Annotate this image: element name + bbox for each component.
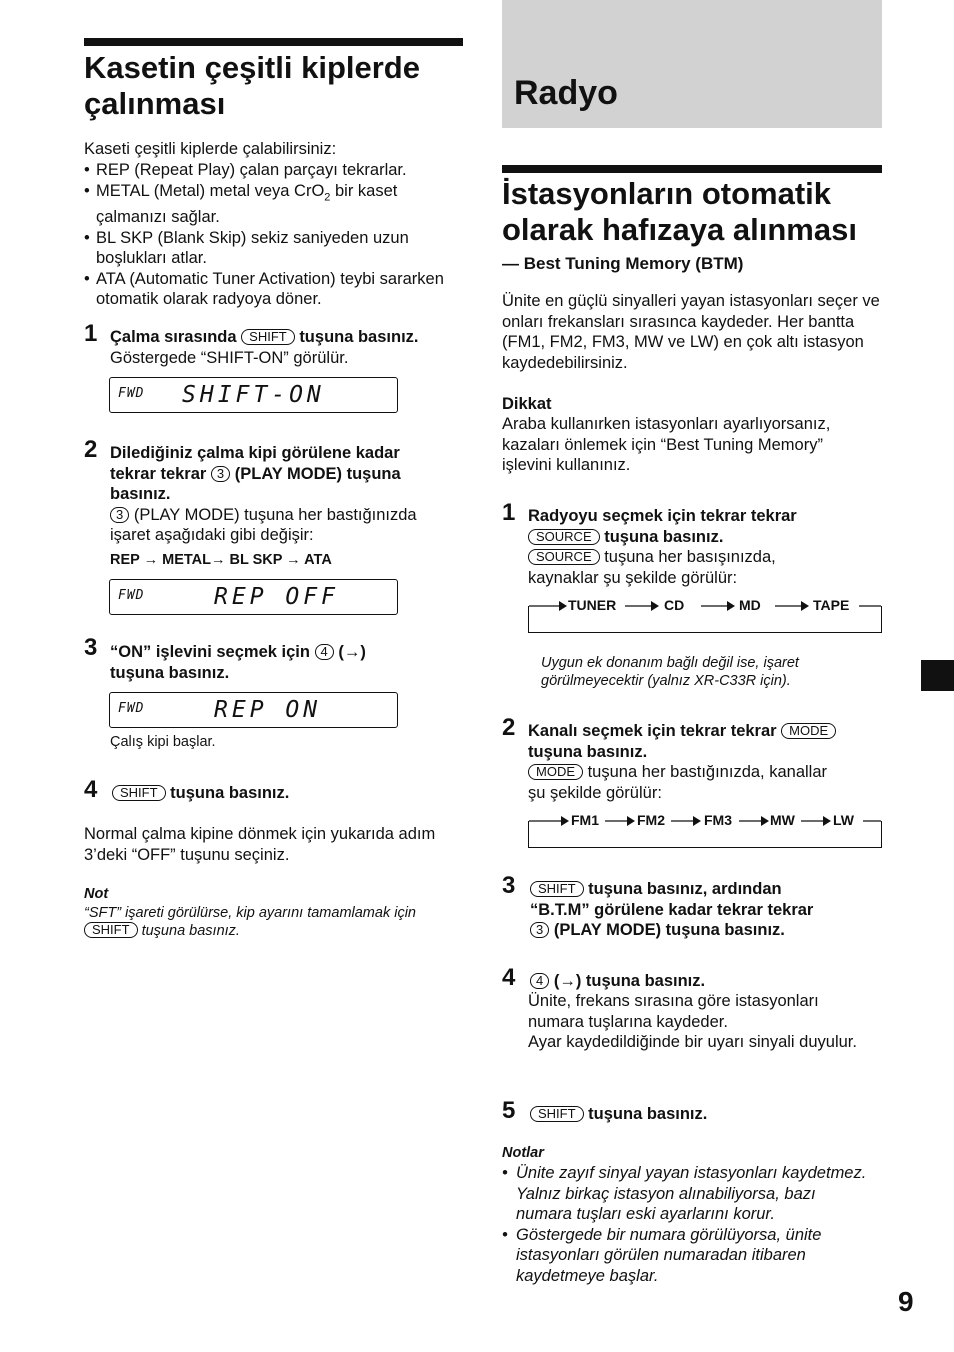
right-intro: Ünite en güçlü sinyalleri yayan istasyonları seçer ve onları frekansları sırasınca kaydeder. Her bantta (FM1, FM2, FM3, MW ve LW) en çok altı istasyon kaydedebilirsiniz. bbox=[502, 292, 880, 372]
right-step1-note: Uygun ek donanım bağlı değil ise, işaret görülmeyecektir (yalnız XR-C33R için). bbox=[541, 655, 799, 689]
right-step5-number: 5 bbox=[502, 1097, 516, 1124]
left-title-rule bbox=[84, 38, 463, 46]
right-step1-line1: Radyoyu seçmek için tekrar tekrar bbox=[528, 507, 797, 525]
right-title-rule bbox=[502, 165, 882, 173]
left-step2-number: 2 bbox=[84, 436, 98, 463]
left-intro: Kaseti çeşitli kiplerde çalabilirsiniz: bbox=[84, 140, 337, 158]
band-flow-diagram bbox=[528, 812, 882, 848]
left-note-text-a: “SFT” işareti görülürse, kip ayarını tamamlamak için bbox=[84, 905, 416, 921]
left-step3-text: “ON” işlevini seçmek için bbox=[110, 643, 310, 661]
right-subtitle: — Best Tuning Memory (BTM) bbox=[502, 254, 744, 273]
right-notes-heading: Notlar bbox=[502, 1145, 544, 1161]
right-step4-line1: (→) tuşuna basınız. bbox=[553, 972, 706, 990]
left-step1-desc: Göstergede “SHIFT-ON” görülür. bbox=[110, 348, 349, 367]
key-3: 3 bbox=[530, 922, 549, 938]
left-note-heading: Not bbox=[84, 886, 109, 902]
right-step3-line3: (PLAY MODE) tuşuna basınız. bbox=[553, 921, 785, 939]
left-step2 bbox=[110, 443, 465, 546]
bullet-metal-line2: çalmanızı sağlar. bbox=[96, 208, 220, 227]
left-title bbox=[84, 50, 463, 122]
flow-tuner: TUNER bbox=[568, 597, 617, 613]
left-step2-desc-b: işaret aşağıdaki gibi değişir: bbox=[110, 526, 314, 544]
right-step1-desc-b: kaynaklar şu şekilde görülür: bbox=[528, 568, 738, 587]
bullet-blskp: • BL SKP (Blank Skip) sekiz saniyeden uzun boşlukları atlar. bbox=[84, 228, 463, 269]
flow-fm3: FM3 bbox=[704, 812, 732, 828]
left-bullets bbox=[84, 160, 463, 310]
source-key: SOURCE bbox=[528, 529, 600, 545]
left-step1-text-b: tuşuna basınız. bbox=[299, 328, 419, 346]
right-step3-number: 3 bbox=[502, 872, 516, 899]
left-step1-text: Çalma sırasında bbox=[110, 328, 237, 346]
lcd-main-text: REP OFF bbox=[214, 584, 339, 610]
lcd-main-text: SHIFT-ON bbox=[182, 382, 325, 408]
flow-lw: LW bbox=[833, 812, 854, 828]
right-step4-number: 4 bbox=[502, 964, 516, 991]
left-step1 bbox=[110, 327, 465, 368]
left-step2-desc-a: (PLAY MODE) tuşuna her bastığınızda bbox=[133, 505, 417, 524]
page-number: 9 bbox=[898, 1286, 914, 1317]
lcd-small-text: FWD bbox=[118, 588, 145, 603]
left-step2-line2a: tekrar tekrar bbox=[110, 464, 207, 483]
right-step1-line2: tuşuna basınız. bbox=[604, 527, 724, 546]
bullet-rep: • REP (Repeat Play) çalan parçayı tekrarlar. bbox=[84, 160, 463, 181]
left-title-line2: çalınması bbox=[84, 86, 226, 121]
right-step4-desc2: Ayar kaydedildiğinde bir uyarı sinyali duyulur. bbox=[528, 1033, 857, 1051]
flow-md: MD bbox=[739, 597, 761, 613]
lcd-small-text: FWD bbox=[118, 701, 145, 716]
lcd-display-rep-off bbox=[109, 579, 398, 615]
right-step4-desc: Ünite, frekans sırasına göre istasyonları numara tuşlarına kaydeder. bbox=[528, 992, 819, 1031]
flow-cd: CD bbox=[664, 597, 685, 613]
key-3: 3 bbox=[110, 507, 129, 523]
right-step2-line1: Kanalı seçmek için tekrar tekrar bbox=[528, 722, 777, 740]
right-step4 bbox=[530, 971, 870, 992]
shift-key: SHIFT bbox=[530, 881, 584, 897]
right-title bbox=[502, 176, 882, 248]
left-note bbox=[84, 904, 463, 940]
left-step4 bbox=[112, 783, 289, 804]
source-flow-diagram bbox=[528, 597, 882, 633]
right-step3-line1: tuşuna basınız, ardından bbox=[588, 880, 782, 898]
flow-fm2: FM2 bbox=[637, 812, 665, 828]
page-tab-marker bbox=[921, 660, 954, 691]
right-step2-line2: tuşuna basınız. bbox=[528, 742, 648, 761]
right-title-line2: olarak hafızaya alınması bbox=[502, 212, 857, 247]
bullet-metal-tail: bir kaset bbox=[330, 181, 398, 200]
lcd-display-shift-on bbox=[109, 377, 398, 413]
left-step2-line1: Dilediğiniz çalma kipi görülene kadar bbox=[110, 444, 400, 462]
left-step3-arrow: (→) bbox=[338, 643, 366, 661]
mode-sequence: REP → METAL→ BL SKP → ATA bbox=[110, 552, 332, 568]
right-notes bbox=[502, 1163, 872, 1286]
caution-text: Araba kullanırken istasyonları ayarlıyorsanız, kazaları önlemek için “Best Tuning Memory” işlevini kullanınız. bbox=[502, 415, 831, 474]
mode-key: MODE bbox=[781, 723, 836, 739]
left-outro: Normal çalma kipine dönmek için yukarıda adım 3’deki “OFF” tuşunu seçiniz. bbox=[84, 825, 436, 864]
left-step3-number: 3 bbox=[84, 634, 98, 661]
note-item: • Ünite zayıf sinyal yayan istasyonları kaydetmez. Yalnız birkaç istasyon alınabiliyorsa, bazı numara tuşları eski ayarlarını korur. bbox=[502, 1163, 872, 1225]
bullet-metal bbox=[84, 181, 463, 228]
flow-fm1: FM1 bbox=[571, 812, 599, 828]
right-step2-number: 2 bbox=[502, 714, 516, 741]
lcd-main-text: REP ON bbox=[214, 697, 322, 723]
right-step2 bbox=[528, 721, 882, 803]
key-3: 3 bbox=[211, 466, 230, 482]
right-step1-desc-a: tuşuna her basışınızda, bbox=[604, 548, 776, 566]
left-title-line1: Kasetin çeşitli kiplerde bbox=[84, 50, 420, 85]
bullet-metal-text: METAL (Metal) metal veya CrO bbox=[96, 181, 325, 200]
right-step1-number: 1 bbox=[502, 499, 516, 526]
section-title: Radyo bbox=[514, 74, 618, 112]
right-step3 bbox=[530, 879, 882, 941]
cro-subscript: 2 bbox=[324, 190, 331, 203]
key-4: 4 bbox=[315, 644, 334, 660]
left-step3-desc: Çalış kipi başlar. bbox=[110, 734, 216, 750]
lcd-small-text: FWD bbox=[118, 386, 145, 401]
right-step5-text: tuşuna basınız. bbox=[588, 1105, 708, 1123]
left-step2-line3: basınız. bbox=[110, 485, 171, 503]
bullet-ata: • ATA (Automatic Tuner Activation) teybi sararken otomatik olarak radyoya döner. bbox=[84, 269, 463, 310]
key-4: 4 bbox=[530, 973, 549, 989]
shift-key: SHIFT bbox=[530, 1106, 584, 1122]
left-step3 bbox=[110, 642, 465, 683]
shift-key: SHIFT bbox=[84, 922, 138, 938]
mode-key: MODE bbox=[528, 764, 583, 780]
source-key: SOURCE bbox=[528, 549, 600, 565]
caution-heading: Dikkat bbox=[502, 395, 552, 413]
right-step5 bbox=[530, 1104, 707, 1125]
right-step1 bbox=[528, 506, 882, 588]
right-step2-desc-a: tuşuna her bastığınızda, kanallar bbox=[587, 763, 827, 781]
right-title-line1: İstasyonların otomatik bbox=[502, 176, 832, 211]
left-step3-text-c: tuşuna basınız. bbox=[110, 663, 230, 682]
left-step1-number: 1 bbox=[84, 320, 98, 347]
left-note-text-b: tuşuna basınız. bbox=[141, 923, 240, 939]
left-step4-text: tuşuna basınız. bbox=[170, 784, 290, 802]
right-step2-desc-b: şu şekilde görülür: bbox=[528, 783, 662, 802]
lcd-display-rep-on bbox=[109, 692, 398, 728]
shift-key: SHIFT bbox=[241, 329, 295, 345]
shift-key: SHIFT bbox=[112, 785, 166, 801]
flow-mw: MW bbox=[770, 812, 795, 828]
flow-tape: TAPE bbox=[813, 597, 850, 613]
note-item: • Göstergede bir numara görülüyorsa, ünite istasyonları görülen numaradan itibaren kaydetmeye başlar. bbox=[502, 1225, 872, 1287]
left-step4-number: 4 bbox=[84, 776, 98, 803]
right-step3-line2: “B.T.M” görülene kadar tekrar tekrar bbox=[530, 900, 814, 919]
left-step2-line2b: (PLAY MODE) tuşuna bbox=[234, 464, 401, 483]
